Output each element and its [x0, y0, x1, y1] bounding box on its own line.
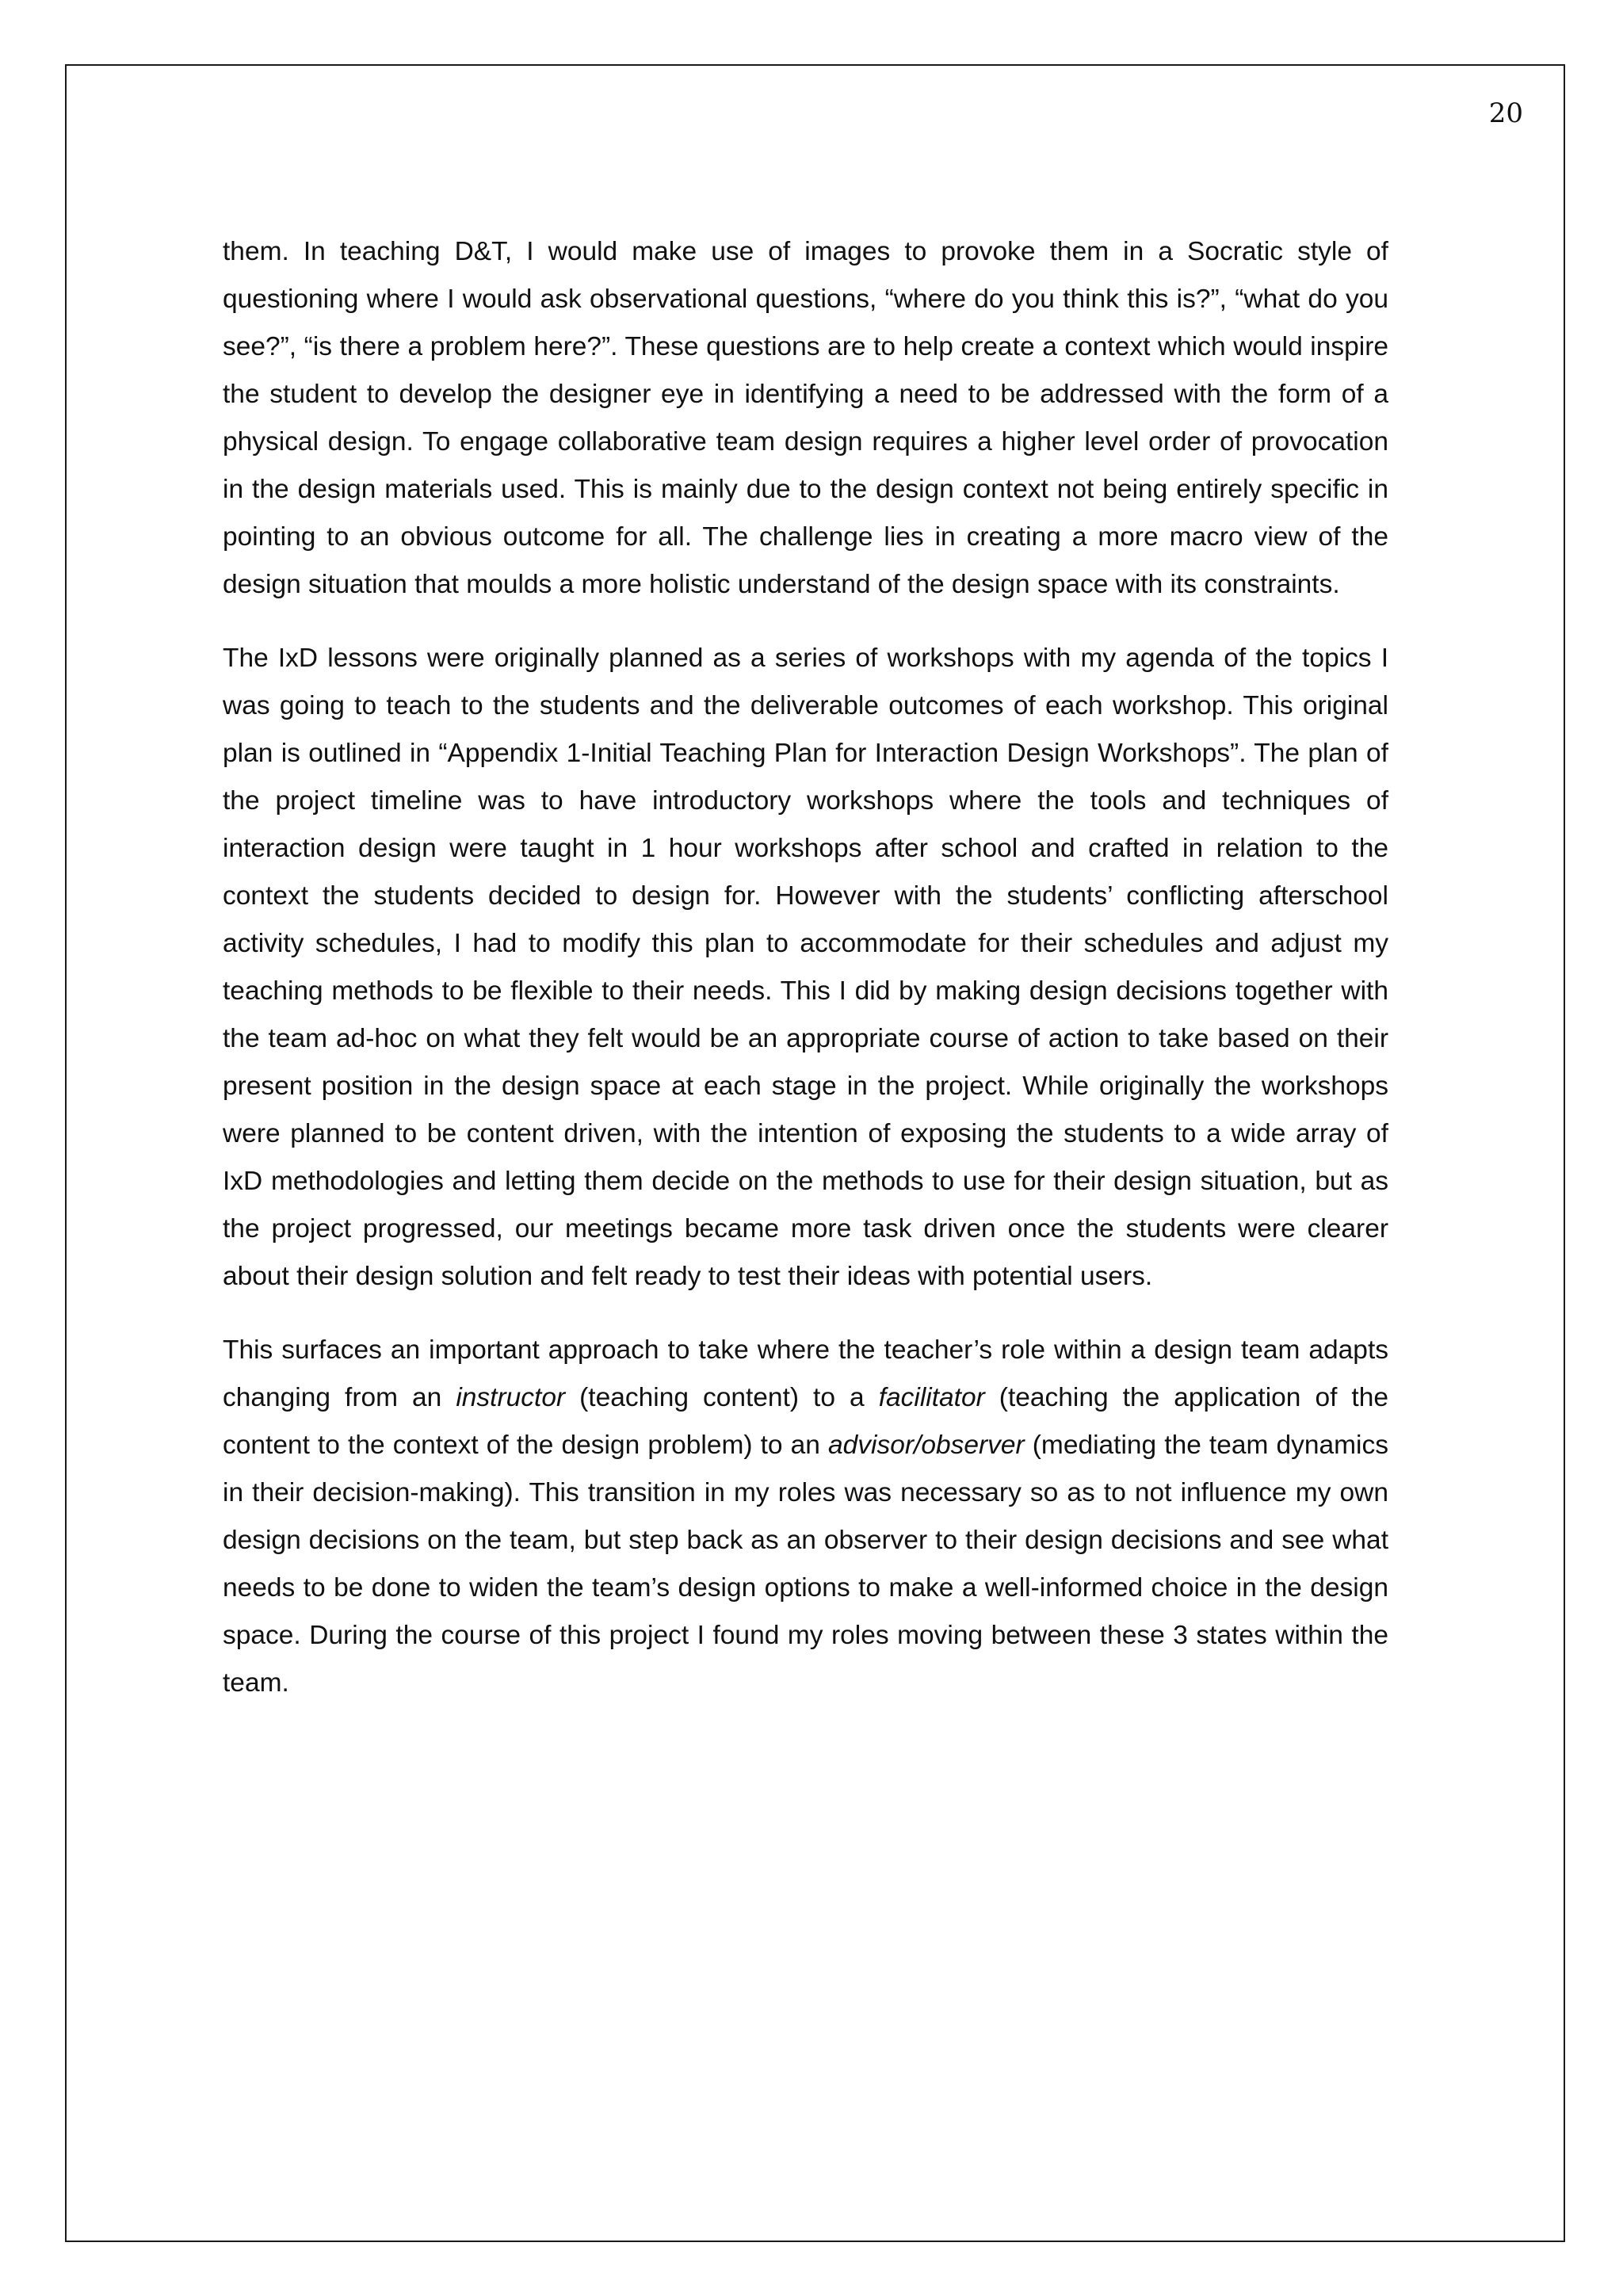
body-text: [223, 228, 1388, 1733]
paragraph-2-text: The IxD lessons were originally planned as a series of workshops with my agenda of the topics I was going to teach to the students and the deliverable outcomes of each workshop. This original plan is outlined in “Appendix 1-Initial Teaching Plan for Interaction Design Workshops”. The plan of the project timeline was to have introductory workshops where the tools and techniques of interaction design were taught in 1 hour workshops after school and crafted in relation to the context the students decided to design for. However with the students’ conflicting afterschool activity schedules, I had to modify this plan to accommodate for their schedules and adjust my teaching methods to be flexible to their needs. This I did by making design decisions together with the team ad-hoc on what they felt would be an appropriate course of action to take based on their present position in the design space at each stage in the project. While originally the workshops were planned to be content driven, with the intention of exposing the students to a wide array of IxD methodologies and letting them decide on the methods to use for their design situation, but as the project progressed, our meetings became more task driven once the students were clearer about their design solution and felt ready to test their ideas with potential users.: [223, 644, 1388, 1291]
emphasis-instructor: instructor: [456, 1383, 566, 1412]
paragraph-1-text: them. In teaching D&T, I would make use of images to provoke them in a Socratic style of questioning where I would ask observational questions, “where do you think this is?”, “what do you see?”, “is there a problem here?”. These questions are to help create a context which would inspire the student to develop the designer eye in identifying a need to be addressed with the form of a physical design. To engage collaborative team design requires a higher level order of provocation in the design materials used. This is mainly due to the design context not being entirely specific in pointing to an obvious outcome for all. The challenge lies in creating a more macro view of the design situation that moulds a more holistic understand of the design space with its constraints.: [223, 237, 1388, 599]
emphasis-advisor-observer: advisor/observer: [828, 1431, 1025, 1460]
page-number: 20: [1488, 97, 1523, 129]
paragraph-1: [223, 228, 1388, 609]
paragraph-3-text: (mediating the team dynamics in their decision-making). This transition in my roles was necessary so as to not influence my own design decisions on the team, but step back as an observer to their design decisions and see what needs to be done to widen the team’s design options to make a well-informed choice in the design space. During the course of this project I found my roles moving between these 3 states within the team.: [223, 1431, 1388, 1698]
paragraph-2: [223, 635, 1388, 1301]
emphasis-facilitator: facilitator: [878, 1383, 985, 1412]
paragraph-3: [223, 1327, 1388, 1707]
paragraph-3-text: (teaching the application of the content to the context of the design problem) to an: [223, 1383, 1388, 1460]
paragraph-3-text: This surfaces an important approach to take where the teacher’s role within a design team adapts changing from an: [223, 1335, 1388, 1412]
paragraph-3-text: (teaching content) to a: [565, 1383, 879, 1412]
